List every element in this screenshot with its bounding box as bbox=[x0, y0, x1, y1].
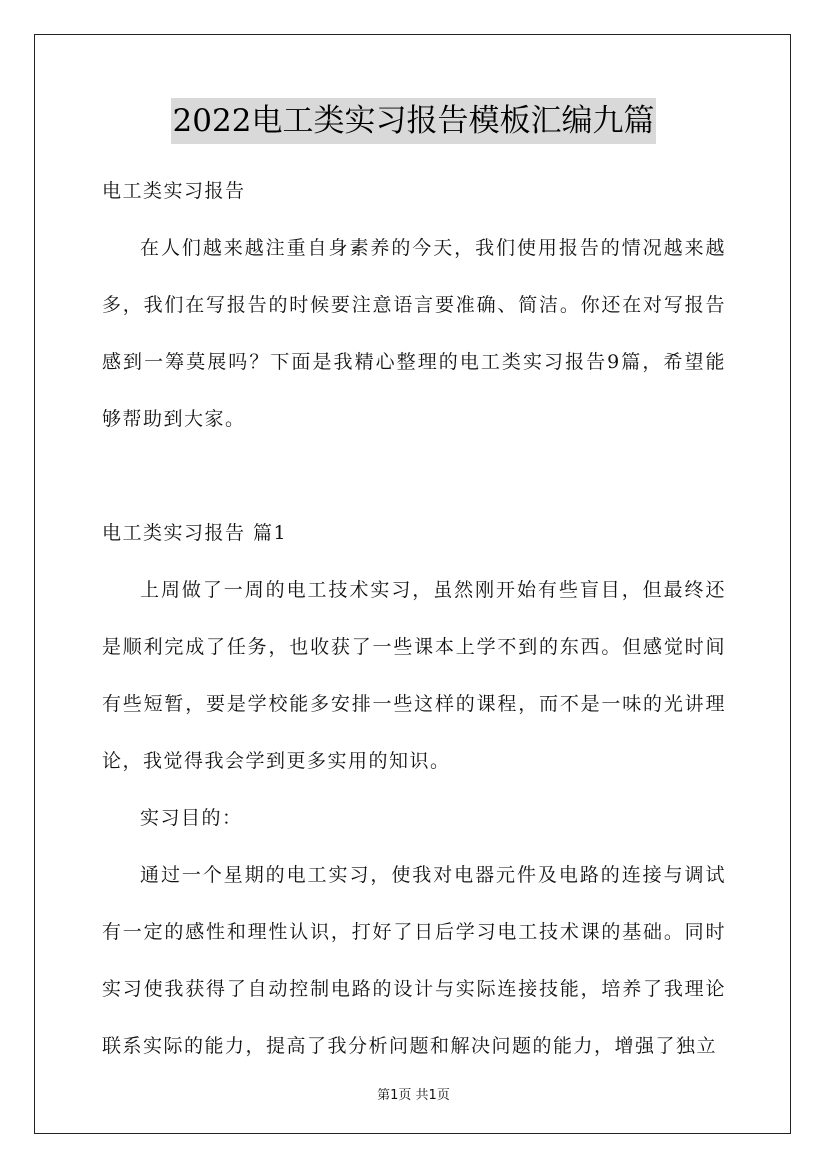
page-footer: 第1页 共1页 bbox=[377, 1088, 450, 1103]
document-body bbox=[102, 163, 726, 1075]
section1-paragraph-2: 通过一个星期的电工实习，使我对电器元件及电路的连接与调试有一定的感性和理性认识，打好了日后学习电工技术课的基础。同时实习使我获得了自动控制电路的设计与实际连接技能，培养了我理论联系实际的能力，提高了我分析问题和解决问题的能力，增强了独立 bbox=[102, 864, 726, 1057]
section1-heading: 电工类实习报告 篇1 bbox=[102, 522, 288, 544]
section1-subheading: 实习目的： bbox=[140, 807, 243, 829]
section-spacer bbox=[102, 448, 726, 505]
section1-paragraph-1: 上周做了一周的电工技术实习，虽然刚开始有些盲目，但最终还是顺利完成了任务，也收获了一些课本上学不到的东西。但感觉时间有些短暂，要是学校能多安排一些这样的课程，而不是一味的光讲理论，我觉得我会学到更多实用的知识。 bbox=[102, 579, 726, 772]
intro-paragraph: 在人们越来越注重自身素养的今天，我们使用报告的情况越来越多，我们在写报告的时候要注意语言要准确、简洁。你还在对写报告感到一筹莫展吗？下面是我精心整理的电工类实习报告9篇，希望能够帮助到大家。 bbox=[102, 237, 726, 430]
document-title: 2022电工类实习报告模板汇编九篇 bbox=[171, 98, 657, 144]
title-container bbox=[0, 98, 827, 144]
intro-heading: 电工类实习报告 bbox=[102, 180, 246, 202]
